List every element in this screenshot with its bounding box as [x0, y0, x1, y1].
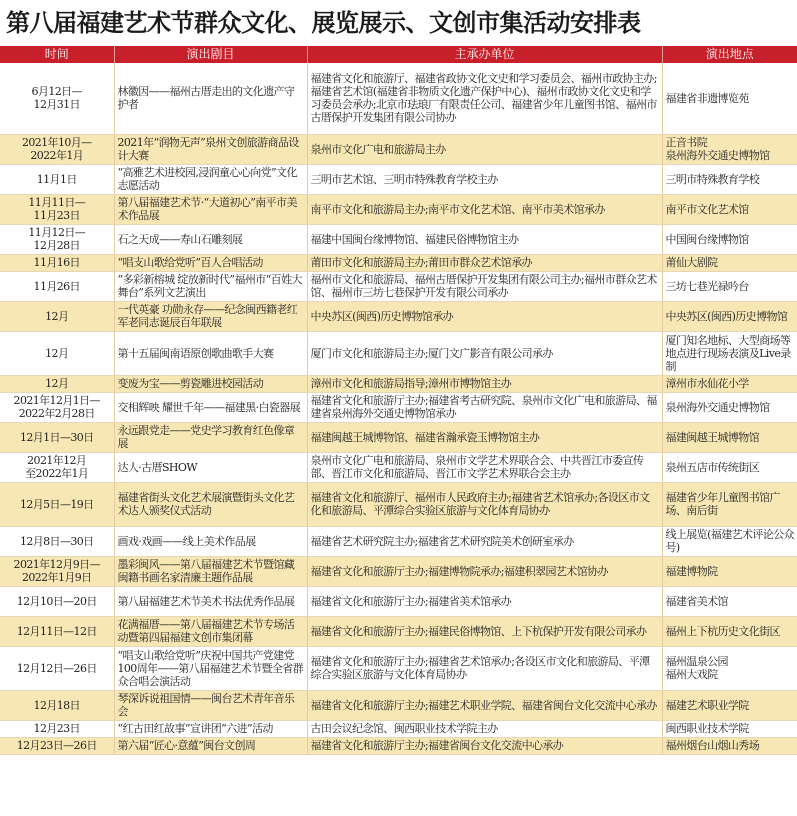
cell-venue: 闽西职业技术学院: [662, 720, 797, 737]
cell-venue: 莆仙大剧院: [662, 254, 797, 271]
cell-program: 交相辉映 耀世千年——福建黑·白瓷器展: [114, 392, 307, 422]
cell-time: 12月: [0, 301, 114, 331]
table-row: [0, 63, 797, 134]
cell-program: 福建省街头文化艺术展演暨街头文化艺术达人颁奖仪式活动: [114, 482, 307, 526]
cell-time: 12月: [0, 375, 114, 392]
cell-organizer: 福建省文化和旅游厅、福建省政协文化文史和学习委员会、福州市政协主办;福建省艺术馆(福建省非物质文化遗产保护中心)、福州市政协文化文史和学习委员会承办;北京市珐琅厂有限责任公司、福建省少年儿童图书馆、福州市古厝保护开发集团有限公司协办: [307, 63, 662, 134]
table-row: [0, 254, 797, 271]
cell-time: 2021年12月1日— 2022年2月28日: [0, 392, 114, 422]
table-row: [0, 586, 797, 616]
table-row: [0, 271, 797, 301]
cell-time: 12月10日—20日: [0, 586, 114, 616]
cell-organizer: 福建省文化和旅游厅主办;福建省考古研究院、泉州市文化广电和旅游局、福建省泉州海外交通史博物馆承办: [307, 392, 662, 422]
cell-venue: 漳州市水仙花小学: [662, 375, 797, 392]
table-row: [0, 556, 797, 586]
cell-program: “多彩新榕城 绽放新时代”福州市“百姓大舞台”系列文艺演出: [114, 271, 307, 301]
header-organizer: 主承办单位: [307, 46, 662, 63]
cell-venue: 福建艺术职业学院: [662, 690, 797, 720]
cell-time: 12月8日—30日: [0, 526, 114, 556]
header-venue: 演出地点: [662, 46, 797, 63]
cell-time: 12月5日—19日: [0, 482, 114, 526]
cell-organizer: 福建闽越王城博物馆、福建省瀚承瓷玉博物馆主办: [307, 422, 662, 452]
cell-organizer: 福建中国闽台缘博物馆、福建民俗博物馆主办: [307, 224, 662, 254]
cell-organizer: 莆田市文化和旅游局主办;莆田市群众艺术馆承办: [307, 254, 662, 271]
table-row: [0, 690, 797, 720]
header-time: 时间: [0, 46, 114, 63]
cell-program: 墨彩闽风——第八届福建艺术节暨馆藏闽籍书画名家清廉主题作品展: [114, 556, 307, 586]
cell-program: 一代英豪 功勋永存——纪念闽西籍老红军老同志诞辰百年联展: [114, 301, 307, 331]
cell-venue: 福州烟台山烟山秀场: [662, 737, 797, 754]
table-row: [0, 616, 797, 646]
cell-organizer: 南平市文化和旅游局主办;南平市文化艺术馆、南平市美术馆承办: [307, 194, 662, 224]
cell-venue: 三明市特殊教育学校: [662, 164, 797, 194]
cell-program: 第八届福建艺术节·“大道初心”南平市美术作品展: [114, 194, 307, 224]
cell-venue: 中央苏区(闽西)历史博物馆: [662, 301, 797, 331]
cell-time: 12月1日—30日: [0, 422, 114, 452]
cell-time: 12月12日—26日: [0, 646, 114, 690]
table-row: [0, 194, 797, 224]
cell-time: 12月23日—26日: [0, 737, 114, 754]
cell-program: 石之天成——寿山石雕刻展: [114, 224, 307, 254]
table-row: [0, 134, 797, 164]
cell-venue: 泉州海外交通史博物馆: [662, 392, 797, 422]
cell-venue: 三坊七巷光禄吟台: [662, 271, 797, 301]
cell-program: 2021年“润物无声”泉州文创旅游商品设计大赛: [114, 134, 307, 164]
table-row: [0, 452, 797, 482]
table-row: [0, 301, 797, 331]
cell-organizer: 福建省文化和旅游厅主办;福建省艺术馆承办;各设区市文化和旅游局、平潭综合实验区旅游与文化体育局协办: [307, 646, 662, 690]
table-row: [0, 720, 797, 737]
table-row: [0, 224, 797, 254]
cell-program: 第八届福建艺术节美术书法优秀作品展: [114, 586, 307, 616]
cell-organizer: 福建省文化和旅游厅主办;福建艺术职业学院、福建省闽台文化交流中心承办: [307, 690, 662, 720]
cell-organizer: 福建省文化和旅游厅主办;福建省美术馆承办: [307, 586, 662, 616]
cell-organizer: 三明市艺术馆、三明市特殊教育学校主办: [307, 164, 662, 194]
cell-organizer: 泉州市文化广电和旅游局主办: [307, 134, 662, 164]
table-row: [0, 164, 797, 194]
cell-time: 11月1日: [0, 164, 114, 194]
cell-venue: 福建博物院: [662, 556, 797, 586]
page-title: 第八届福建艺术节群众文化、展览展示、文创市集活动安排表: [6, 9, 641, 37]
schedule-table: [0, 46, 797, 755]
cell-time: 12月23日: [0, 720, 114, 737]
cell-venue: 线上展览(福建艺术评论公众号): [662, 526, 797, 556]
table-row: [0, 392, 797, 422]
cell-venue: 泉州五店市传统街区: [662, 452, 797, 482]
cell-organizer: 泉州市文化广电和旅游局、泉州市文学艺术界联合会、中共晋江市委宣传部、晋江市文化和旅游局、晋江市文学艺术界联合会主办: [307, 452, 662, 482]
cell-venue: 厦门知名地标、大型商场等地点进行现场表演及Live录制: [662, 331, 797, 375]
cell-organizer: 厦门市文化和旅游局主办;厦门文广影音有限公司承办: [307, 331, 662, 375]
table-row: [0, 646, 797, 690]
cell-program: 达人·古厝SHOW: [114, 452, 307, 482]
cell-time: 2021年10月— 2022年1月: [0, 134, 114, 164]
cell-organizer: 福建省艺术研究院主办;福建省艺术研究院美术创研室承办: [307, 526, 662, 556]
cell-program: 第十五届闽南语原创歌曲歌手大赛: [114, 331, 307, 375]
table-row: [0, 482, 797, 526]
cell-venue: 正音书院 泉州海外交通史博物馆: [662, 134, 797, 164]
cell-organizer: 福建省文化和旅游厅、福州市人民政府主办;福建省艺术馆承办;各设区市文化和旅游局、平潭综合实验区旅游与文化体育局协办: [307, 482, 662, 526]
cell-time: 11月12日— 12月28日: [0, 224, 114, 254]
cell-venue: 福建省美术馆: [662, 586, 797, 616]
table-row: [0, 422, 797, 452]
cell-time: 11月26日: [0, 271, 114, 301]
cell-organizer: 福建省文化和旅游厅主办;福建省闽台文化交流中心承办: [307, 737, 662, 754]
cell-time: 11月16日: [0, 254, 114, 271]
cell-organizer: 福州市文化和旅游局、福州古厝保护开发集团有限公司主办;福州市群众艺术馆、福州市三坊七巷保护开发有限公司承办: [307, 271, 662, 301]
cell-venue: 中国闽台缘博物馆: [662, 224, 797, 254]
cell-program: 永远跟党走——党史学习教育红色像章展: [114, 422, 307, 452]
cell-organizer: 中央苏区(闽西)历史博物馆承办: [307, 301, 662, 331]
cell-venue: 福建闽越王城博物馆: [662, 422, 797, 452]
cell-program: 花满福厝——第八届福建艺术节专场活动暨第四届福建文创市集闭幕: [114, 616, 307, 646]
table-row: [0, 737, 797, 754]
cell-organizer: 福建省文化和旅游厅主办;福建博物院承办;福建积翠园艺术馆协办: [307, 556, 662, 586]
cell-program: 琴深诉说祖国情——闽台艺术青年音乐会: [114, 690, 307, 720]
table-row: [0, 331, 797, 375]
cell-program: “唱支山歌给党听”庆祝中国共产党建党100周年——第八届福建艺术节暨全省群众合唱会演活动: [114, 646, 307, 690]
cell-organizer: 福建省文化和旅游厅主办;福建民俗博物馆、上下杭保护开发有限公司承办: [307, 616, 662, 646]
cell-program: 画戏·戏画——线上美术作品展: [114, 526, 307, 556]
table-header-row: [0, 46, 797, 63]
cell-program: “红古田红故事”宣讲团“六进”活动: [114, 720, 307, 737]
cell-time: 2021年12月9日— 2022年1月9日: [0, 556, 114, 586]
cell-venue: 福州上下杭历史文化街区: [662, 616, 797, 646]
cell-time: 6月12日— 12月31日: [0, 63, 114, 134]
cell-program: “唱支山歌给党听”百人合唱活动: [114, 254, 307, 271]
cell-program: 第六届“匠心·意蕴”闽台文创周: [114, 737, 307, 754]
cell-time: 12月18日: [0, 690, 114, 720]
cell-program: 林徽因——福州古厝走出的文化遗产守护者: [114, 63, 307, 134]
cell-time: 11月11日— 11月23日: [0, 194, 114, 224]
cell-organizer: 漳州市文化和旅游局指导;漳州市博物馆主办: [307, 375, 662, 392]
cell-time: 2021年12月 至2022年1月: [0, 452, 114, 482]
cell-venue: 福州温泉公园 福州大戏院: [662, 646, 797, 690]
cell-time: 12月11日—12日: [0, 616, 114, 646]
header-program: 演出剧目: [114, 46, 307, 63]
table-row: [0, 526, 797, 556]
cell-program: “高雅艺术进校园,浸润童心心向党”文化志愿活动: [114, 164, 307, 194]
cell-program: 变废为宝——剪瓷雕进校园活动: [114, 375, 307, 392]
cell-organizer: 古田会议纪念馆、闽西职业技术学院主办: [307, 720, 662, 737]
cell-venue: 福建省少年儿童图书馆广场、南后街: [662, 482, 797, 526]
table-row: [0, 375, 797, 392]
cell-venue: 南平市文化艺术馆: [662, 194, 797, 224]
cell-time: 12月: [0, 331, 114, 375]
cell-venue: 福建省非遗博览苑: [662, 63, 797, 134]
